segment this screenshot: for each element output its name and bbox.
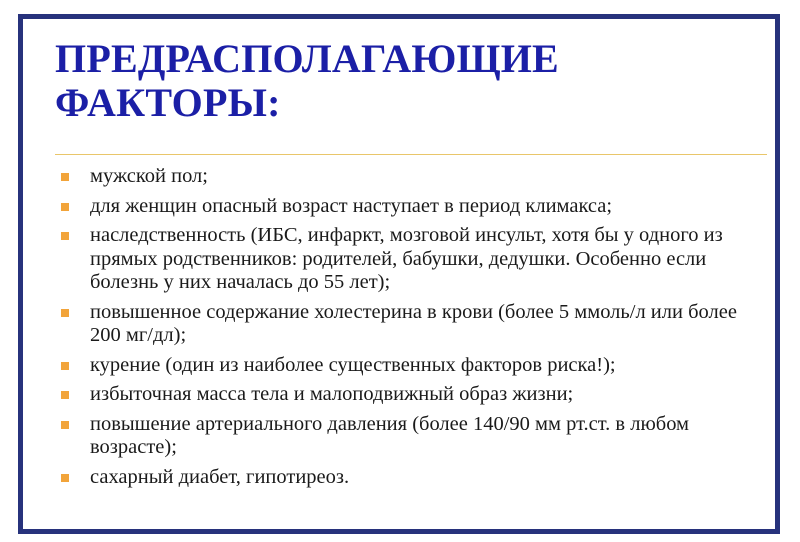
square-bullet-icon	[61, 173, 69, 181]
list-item	[61, 301, 761, 348]
list-item	[61, 413, 761, 460]
square-bullet-icon	[61, 309, 69, 317]
square-bullet-icon	[61, 203, 69, 211]
slide-title-line-2: ФАКТОРЫ:	[55, 80, 281, 125]
list-item	[61, 354, 761, 378]
list-item-text: курение (один из наиболее существенных факторов риска!);	[90, 353, 616, 376]
factors-list	[61, 165, 761, 495]
list-item	[61, 224, 761, 295]
title-divider	[55, 154, 767, 155]
list-item-text: повышение артериального давления (более 140/90 мм рт.ст. в любом возрасте);	[90, 412, 690, 458]
list-item-text: избыточная масса тела и малоподвижный образ жизни;	[90, 383, 574, 405]
square-bullet-icon	[61, 421, 69, 429]
slide-title-line-1: ПРЕДРАСПОЛАГАЮЩИЕ	[55, 36, 559, 81]
square-bullet-icon	[61, 232, 69, 240]
square-bullet-icon	[61, 362, 69, 370]
square-bullet-icon	[61, 391, 69, 399]
slide-title	[55, 37, 559, 125]
list-item-text: для женщин опасный возраст наступает в период климакса;	[90, 194, 613, 217]
list-item-text: повышенное содержание холестерина в крови (более 5 ммоль/л или более 200 мг/дл);	[90, 300, 737, 346]
slide-frame	[18, 14, 780, 534]
list-item	[61, 466, 761, 490]
list-item	[61, 383, 761, 407]
list-item	[61, 195, 761, 219]
square-bullet-icon	[61, 474, 69, 482]
list-item-text: сахарный диабет, гипотиреоз.	[90, 465, 350, 488]
list-item	[61, 165, 761, 189]
list-item-text: наследственность (ИБС, инфаркт, мозговой инсульт, хотя бы у одного из прямых родственников: родителей, бабушки, дедушки. Особенно если болезнь у них началась до 55 лет);	[90, 224, 723, 293]
list-item-text: мужской пол;	[90, 165, 208, 187]
